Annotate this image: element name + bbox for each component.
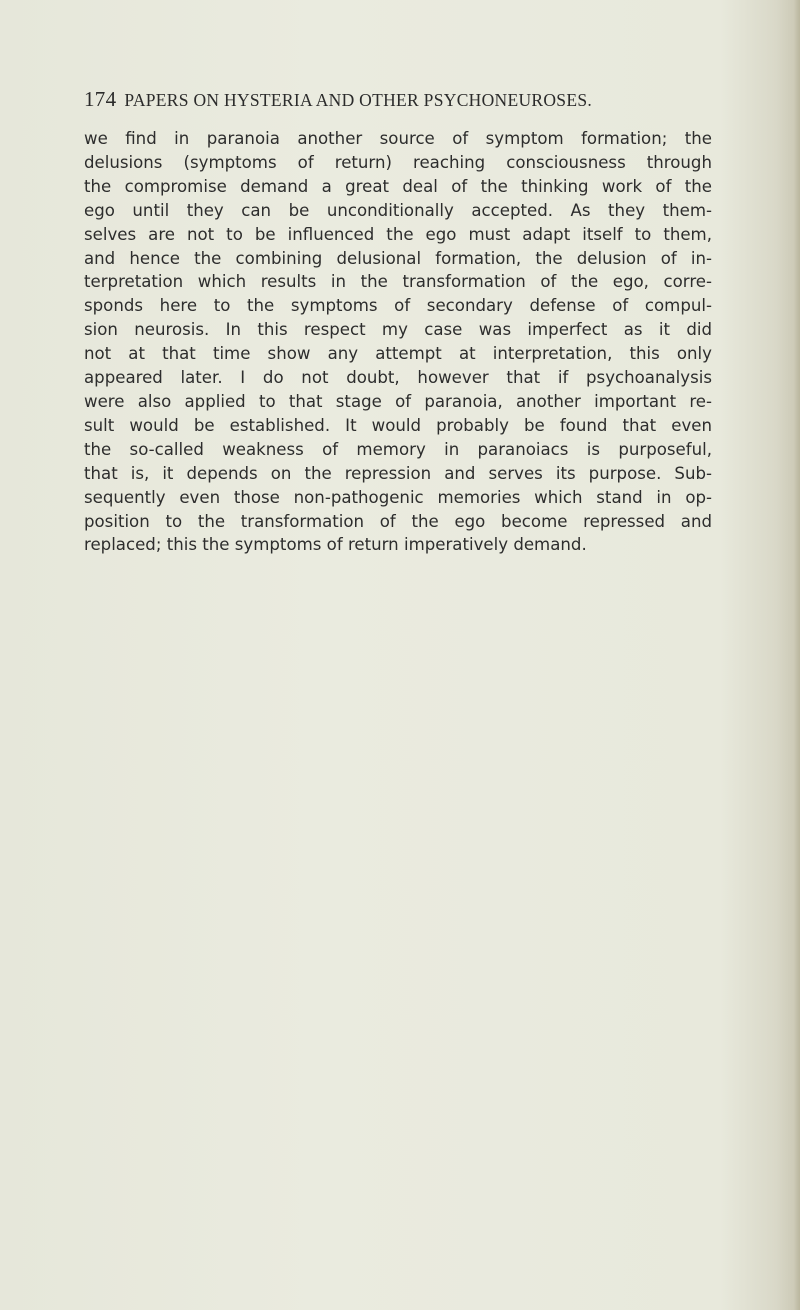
text-line: the compromise demand a great deal of the thinking work of the: [84, 176, 712, 196]
text-line: sion neurosis. In this respect my case was imperfect as it did: [84, 320, 712, 340]
page-edge: [794, 0, 800, 1310]
text-line: position to the transformation of the ego become repressed and: [84, 511, 712, 531]
text-line: not at that time show any attempt at interpretation, this only: [84, 344, 712, 364]
running-head: [84, 87, 724, 112]
text-line: appeared later. I do not doubt, however that if psychoanalysis: [84, 368, 712, 388]
text-line: that is, it depends on the repression and serves its purpose. Sub-: [84, 463, 712, 483]
page-number: 174: [84, 87, 117, 111]
text-line: terpretation which results in the transformation of the ego, corre-: [84, 272, 712, 292]
text-line: we find in paranoia another source of symptom formation; the: [84, 129, 712, 148]
text-line: selves are not to be influenced the ego must adapt itself to them,: [84, 224, 712, 244]
text-line: and hence the combining delusional formation, the delusion of in-: [84, 248, 712, 268]
text-line: sponds here to the symptoms of secondary defense of compul-: [84, 296, 712, 316]
body-paragraph: [84, 127, 712, 557]
text-line: were also applied to that stage of paranoia, another important re-: [84, 391, 712, 411]
text-line: delusions (symptoms of return) reaching consciousness through: [84, 152, 712, 172]
running-title: PAPERS ON HYSTERIA AND OTHER PSYCHONEUROSES.: [124, 90, 593, 110]
text-line: replaced; this the symptoms of return imperatively demand.: [84, 535, 587, 555]
text-line: ego until they can be unconditionally accepted. As they them-: [84, 200, 712, 220]
text-line: sult would be established. It would probably be found that even: [84, 415, 712, 435]
text-line: sequently even those non-pathogenic memories which stand in op-: [84, 487, 712, 507]
text-line: the so-called weakness of memory in paranoiacs is purposeful,: [84, 439, 712, 459]
